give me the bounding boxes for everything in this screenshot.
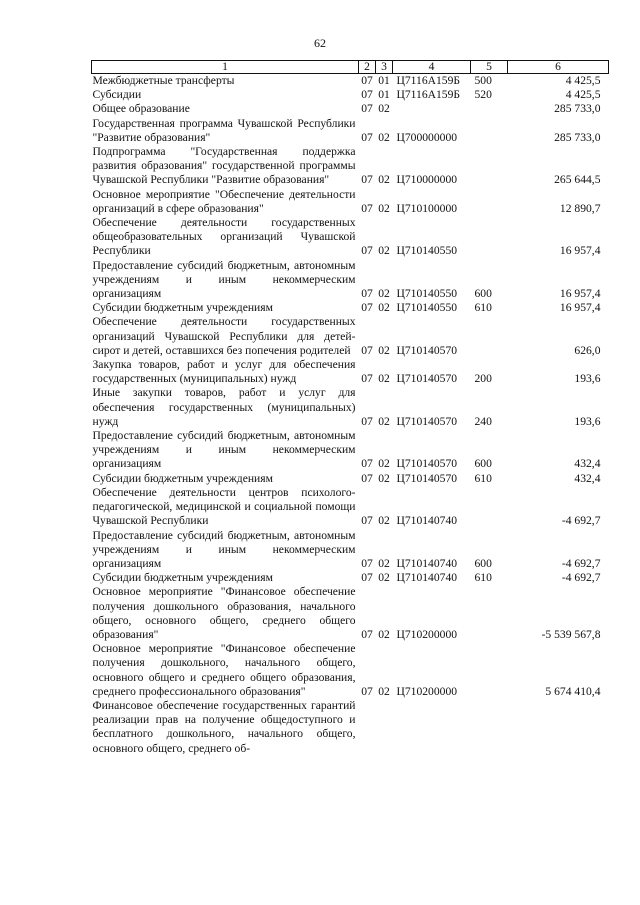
item-name: Предоставление субсидий бюджетным, автономным учреждениям и иным некоммерческим организациям — [92, 258, 356, 301]
item-name: Основное мероприятие "Финансовое обеспечение получения дошкольного, начального общего, основного общего и среднего общего образования, среднего профессионального образования" — [92, 642, 356, 698]
subsection-code: 02 — [378, 287, 390, 301]
column-header: 2 — [359, 61, 376, 74]
section-code: 07 — [361, 514, 373, 528]
subsection-code: 02 — [378, 627, 390, 641]
table-header — [92, 61, 609, 74]
expense-type-code — [471, 216, 508, 259]
item-name: Предоставление субсидий бюджетным, автономным учреждениям и иным некоммерческим организациям — [92, 429, 356, 471]
expense-type-code — [471, 315, 508, 358]
target-article-code: Ц710140740 — [396, 556, 458, 570]
expense-type-code — [471, 585, 508, 642]
section-code: 07 — [361, 301, 373, 315]
section-code: 07 — [361, 556, 373, 570]
section-code: 07 — [361, 201, 373, 215]
expense-type-code: 600 — [474, 457, 492, 471]
amount: 16 957,4 — [559, 301, 601, 315]
column-header: 3 — [376, 61, 393, 74]
table-row — [92, 386, 609, 429]
section-code: 07 — [361, 244, 373, 258]
target-article-code: Ц7116А159Б — [396, 88, 461, 102]
table-row — [92, 74, 609, 89]
target-article-code: Ц710140550 — [396, 287, 458, 301]
target-article-code — [393, 699, 471, 756]
item-name: Финансовое обеспечение государственных гарантий реализации прав на получение общедоступного и бесплатного дошкольного, начального общего, основного общего, среднего об- — [92, 698, 356, 755]
expense-type-code — [471, 188, 508, 216]
subsection-code: 02 — [378, 343, 390, 357]
expense-type-code: 610 — [474, 301, 492, 315]
item-name: Основное мероприятие "Обеспечение деятельности организаций в сфере образования" — [92, 187, 356, 215]
column-header: 5 — [471, 61, 508, 74]
section-code: 07 — [361, 173, 373, 187]
target-article-code: Ц710200000 — [396, 627, 458, 641]
expense-type-code — [471, 642, 508, 699]
section-code: 07 — [361, 130, 373, 144]
section-code: 07 — [361, 343, 373, 357]
section-code: 07 — [361, 287, 373, 301]
table-row — [92, 145, 609, 188]
target-article-code: Ц710140740 — [396, 571, 458, 585]
expense-type-code — [471, 699, 508, 756]
table-row — [92, 642, 609, 699]
subsection-code — [376, 699, 393, 756]
budget-table — [91, 60, 609, 756]
expense-type-code: 610 — [474, 471, 492, 485]
amount: -5 539 567,8 — [541, 627, 601, 641]
section-code: 07 — [361, 88, 373, 102]
expense-type-code: 240 — [474, 414, 492, 428]
section-code — [359, 699, 376, 756]
table-row — [92, 529, 609, 572]
expense-type-code — [471, 486, 508, 529]
section-code: 07 — [361, 684, 373, 698]
item-name: Субсидии бюджетным учреждениям — [92, 571, 273, 585]
item-name: Обеспечение деятельности государственных общеобразовательных организаций Чувашской Республики — [92, 216, 356, 258]
item-name: Государственная программа Чувашской Республики "Развитие образования" — [92, 116, 356, 144]
table-row — [92, 472, 609, 486]
expense-type-code: 600 — [474, 556, 492, 570]
table-row — [92, 188, 609, 216]
expense-type-code — [471, 117, 508, 145]
expense-type-code — [471, 145, 508, 188]
item-name: Субсидии — [92, 88, 142, 102]
target-article-code — [393, 102, 471, 116]
target-article-code: Ц710140550 — [396, 244, 458, 258]
subsection-code: 02 — [378, 556, 390, 570]
target-article-code: Ц710140550 — [396, 301, 458, 315]
expense-type-code: 520 — [474, 88, 492, 102]
amount: 265 644,5 — [554, 173, 601, 187]
subsection-code: 01 — [378, 74, 390, 87]
table-row — [92, 301, 609, 315]
table-row — [92, 699, 609, 756]
target-article-code: Ц7116А159Б — [396, 74, 461, 87]
item-name: Общее образование — [92, 102, 190, 116]
item-name: Подпрограмма "Государственная поддержка развития образования" государственной программы Чувашской Республики "Развитие образования" — [92, 145, 356, 187]
amount: 285 733,0 — [554, 102, 601, 116]
table-row — [92, 315, 609, 358]
expense-type-code: 600 — [474, 287, 492, 301]
subsection-code: 02 — [378, 301, 390, 315]
page-number: 62 — [314, 36, 326, 50]
section-code: 07 — [361, 471, 373, 485]
amount: 432,4 — [574, 471, 601, 485]
table-row — [92, 216, 609, 259]
table-row — [92, 358, 609, 386]
subsection-code: 02 — [378, 372, 390, 386]
item-name: Субсидии бюджетным учреждениям — [92, 301, 273, 315]
item-name: Предоставление субсидий бюджетным, автономным учреждениям и иным некоммерческим организациям — [92, 528, 356, 570]
header-row — [92, 61, 609, 74]
amount: 193,6 — [574, 372, 601, 386]
section-code: 07 — [361, 414, 373, 428]
column-header: 6 — [508, 61, 609, 74]
item-name: Субсидии бюджетным учреждениям — [92, 471, 273, 485]
subsection-code: 02 — [378, 130, 390, 144]
section-code: 07 — [361, 74, 373, 87]
amount: 16 957,4 — [559, 244, 601, 258]
expense-type-code — [471, 102, 508, 116]
section-code: 07 — [361, 457, 373, 471]
item-name: Межбюджетные трансферты — [92, 74, 235, 87]
table-row — [92, 571, 609, 585]
item-name: Обеспечение деятельности центров психолого-педагогической, медицинской и социальной помощи Чувашской Республики — [92, 485, 356, 528]
amount: -4 692,7 — [561, 571, 601, 585]
target-article-code: Ц710200000 — [396, 684, 458, 698]
subsection-code: 02 — [378, 244, 390, 258]
section-code: 07 — [361, 571, 373, 585]
subsection-code: 02 — [378, 457, 390, 471]
target-article-code: Ц710140570 — [396, 471, 458, 485]
amount: 285 733,0 — [554, 130, 601, 144]
subsection-code: 02 — [378, 414, 390, 428]
amount: 4 425,5 — [565, 74, 601, 87]
subsection-code: 02 — [378, 102, 390, 116]
amount: 16 957,4 — [559, 287, 601, 301]
column-header: 4 — [393, 61, 471, 74]
target-article-code: Ц710100000 — [396, 201, 458, 215]
amount: 432,4 — [574, 457, 601, 471]
amount: 4 425,5 — [565, 88, 601, 102]
item-name: Обеспечение деятельности государственных организаций Чувашской Республики для детей-сирот и детей, оставшихся без попечения родителей — [92, 315, 356, 357]
target-article-code: Ц710140570 — [396, 343, 458, 357]
item-name: Закупка товаров, работ и услуг для обеспечения государственных (муниципальных) нужд — [92, 358, 356, 386]
expense-type-code: 500 — [474, 74, 492, 87]
item-name: Основное мероприятие "Финансовое обеспечение получения дошкольного образования, начального общего, основного общего, среднего общего образования" — [92, 585, 356, 641]
amount: 193,6 — [574, 414, 601, 428]
target-article-code: Ц710140570 — [396, 372, 458, 386]
subsection-code: 01 — [378, 88, 390, 102]
table-row — [92, 486, 609, 529]
subsection-code: 02 — [378, 514, 390, 528]
column-header: 1 — [92, 61, 359, 74]
table-row — [92, 259, 609, 302]
table-row — [92, 102, 609, 116]
target-article-code: Ц700000000 — [396, 130, 458, 144]
expense-type-code: 200 — [474, 372, 492, 386]
amount: -4 692,7 — [561, 514, 601, 528]
subsection-code: 02 — [378, 173, 390, 187]
subsection-code: 02 — [378, 684, 390, 698]
amount: 5 674 410,4 — [545, 684, 601, 698]
section-code: 07 — [361, 102, 373, 116]
subsection-code: 02 — [378, 201, 390, 215]
subsection-code: 02 — [378, 471, 390, 485]
expense-type-code: 610 — [474, 571, 492, 585]
table-row — [92, 88, 609, 102]
item-name: Иные закупки товаров, работ и услуг для обеспечения государственных (муниципальных) нужд — [92, 386, 356, 428]
table-row — [92, 117, 609, 145]
section-code: 07 — [361, 372, 373, 386]
target-article-code: Ц710140570 — [396, 414, 458, 428]
table-row — [92, 585, 609, 642]
target-article-code: Ц710000000 — [396, 173, 458, 187]
target-article-code: Ц710140740 — [396, 514, 458, 528]
amount: 626,0 — [574, 343, 601, 357]
table-row — [92, 429, 609, 472]
subsection-code: 02 — [378, 571, 390, 585]
section-code: 07 — [361, 627, 373, 641]
amount — [508, 699, 609, 756]
amount: -4 692,7 — [561, 556, 601, 570]
table-body — [92, 74, 609, 756]
target-article-code: Ц710140570 — [396, 457, 458, 471]
amount: 12 890,7 — [559, 201, 601, 215]
